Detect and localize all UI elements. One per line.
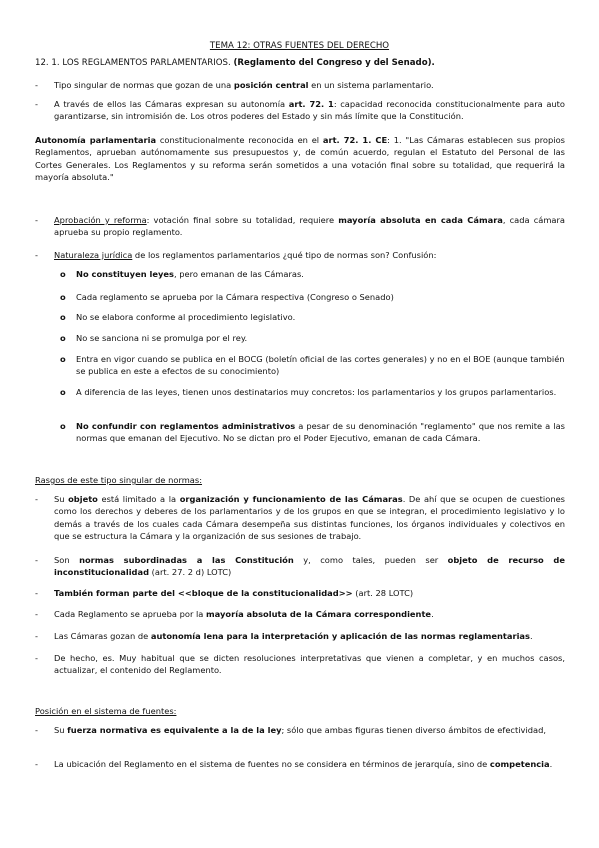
rasgos-item: - Cada Reglamento se aprueba por la mayoría absoluta de la Cámara correspondiente. [35,609,434,619]
sub-list-item: o A diferencia de las leyes, tienen unos destinatarios muy concretos: los parlamentarios y los grupos parlamentarios. [60,387,557,397]
dash-marker: - [35,99,38,109]
dash-marker: - [35,588,38,598]
circle-bullet: o [60,354,66,364]
rasgos-item: - Su objeto está limitado a la organización y funcionamiento de las Cámaras. De ahí que se ocupen de cuestiones como los derechos y deberes de los parlamentarios y de los grupos en que se integran, el procedimiento legislativo y lo demás a través de los cuales cada Cámara desempeña sus distintas funciones, los órganos individuales y colectivos en que se estructura la Cámara y la organización de sus sesiones de trabajo. [35,494,565,542]
intro-item: - Tipo singular de normas que gozan de una posición central en un sistema parlamentario. [35,80,434,90]
posicion-item: - Su fuerza normativa es equivalente a la de la ley; sólo que ambas figuras tienen diverso ámbitos de efectividad, [35,725,547,735]
sub-list-item: o No constituyen leyes, pero emanan de las Cámaras. [60,269,304,279]
dash-marker: - [35,725,38,735]
dash-marker: - [35,215,38,225]
sub-list-item: o Cada reglamento se aprueba por la Cámara respectiva (Congreso o Senado) [60,292,394,302]
circle-bullet: o [60,292,66,302]
section-subtitle: (Reglamento del Congreso y del Senado). [233,58,435,68]
dash-marker: - [35,555,38,565]
dash-marker: - [35,494,38,504]
dash-marker: - [35,653,38,663]
dash-marker: - [35,609,38,619]
circle-bullet: o [60,312,66,322]
sub-list-item: o No se sanciona ni se promulga por el rey. [60,333,248,343]
rasgos-item: - De hecho, es. Muy habitual que se dicten resoluciones interpretativas que vienen a completar, y en muchos casos, actualizar, el contenido del Reglamento. [35,653,565,676]
section-heading [35,57,435,69]
posicion-heading: Posición en el sistema de fuentes: [35,706,177,716]
circle-bullet: o [60,387,66,397]
circle-bullet: o [60,269,66,279]
dash-marker: - [35,631,38,641]
circle-bullet: o [60,421,66,431]
dash-marker: - [35,80,38,90]
section-number: 12. 1. [35,58,60,68]
aprobacion-item: - Aprobación y reforma: votación final sobre su totalidad, requiere mayoría absoluta en cada Cámara, cada cámara aprueba su propio reglamento. [35,215,566,238]
rasgos-item: - También forman parte del <<bloque de la constitucionalidad>> (art. 28 LOTC) [35,588,414,598]
posicion-item: - La ubicación del Reglamento en el sistema de fuentes no se considera en términos de jerarquía, sino de competencia. [35,759,553,769]
autonomia-paragraph: Autonomía parlamentaria constitucionalmente reconocida en el art. 72. 1. CE: 1. "Las Cámaras establecen sus propios Reglamentos, aprueban autónomamente sus presupuestos y, de común acuerdo, regulan el Estatuto del Personal de las Cortes Generales. Los Reglamentos y su reforma serán sometidos a una votación final sobre su totalidad, que requerirá la mayoría absoluta." [35,135,565,183]
sub-list-item: o No se elabora conforme al procedimiento legislativo. [60,312,296,322]
dash-marker: - [35,759,38,769]
rasgos-item: - Las Cámaras gozan de autonomía lena para la interpretación y aplicación de las normas reglamentarias. [35,631,533,641]
naturaleza-item: - Naturaleza jurídica de los reglamentos parlamentarios ¿qué tipo de normas son? Confusión: [35,250,437,260]
intro-item: - A través de ellos las Cámaras expresan su autonomía art. 72. 1: capacidad reconocida constitucionalmente para auto garantizarse, sin intromisión de. Los otros poderes del Estado y sin más límite que la Constitución. [35,99,565,122]
section-title: LOS REGLAMENTOS PARLAMENTARIOS. [62,58,231,68]
circle-bullet: o [60,333,66,343]
dash-marker: - [35,250,38,260]
page-title: TEMA 12: OTRAS FUENTES DEL DERECHO [209,41,390,51]
rasgos-item: - Son normas subordinadas a las Constitución y, como tales, pueden ser objeto de recurso de inconstitucionalidad (art. 27. 2 d) LOTC) [35,555,565,578]
sub-list-item: o Entra en vigor cuando se publica en el BOCG (boletín oficial de las cortes generales) y no en el BOE (aunque también se publica en este a efectos de su conocimiento) [60,354,565,377]
rasgos-heading: Rasgos de este tipo singular de normas: [35,475,203,485]
sub-list-item: o No confundir con reglamentos administrativos a pesar de su denominación "reglamento" que nos remite a las normas que emanan del Ejecutivo. No se dictan pro el Poder Ejecutivo, emanan de cada Cámara. [60,421,565,444]
